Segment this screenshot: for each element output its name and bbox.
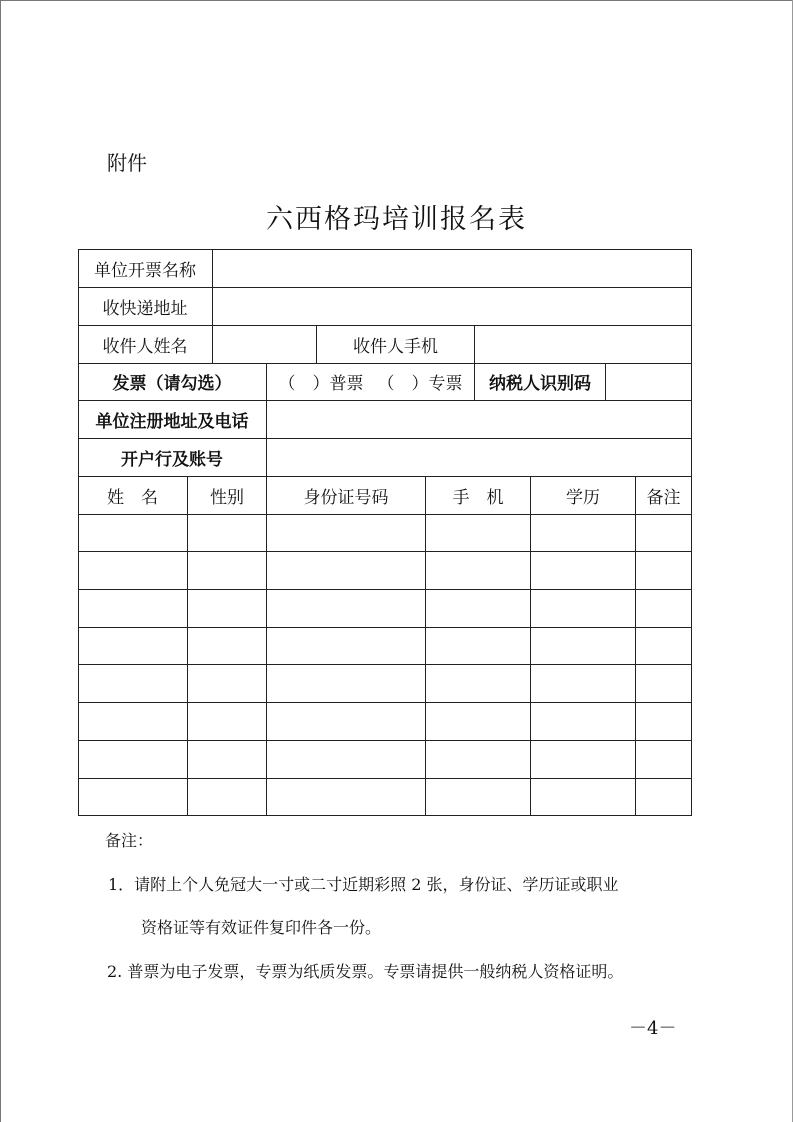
header-remarks: 备注 <box>646 487 681 508</box>
reg-address-phone-label: 单位注册地址及电话 <box>95 411 249 432</box>
page-title: 六西格玛培训报名表 <box>266 204 527 235</box>
recipient-name-label: 收件人姓名 <box>102 336 188 357</box>
header-education: 学历 <box>566 487 600 508</box>
recipient-name-field[interactable] <box>213 325 316 363</box>
note-item-1-line-2: 资格证等有效证件复印件各一份。 <box>141 918 382 937</box>
invoice-type-label: 发票（请勾选） <box>112 374 232 394</box>
page-edge-top <box>0 0 793 1</box>
special-invoice-checkbox[interactable]: （ ）专票 <box>377 374 463 394</box>
invoice-name-field[interactable] <box>213 249 691 287</box>
recipient-phone-label: 收件人手机 <box>353 336 438 357</box>
table-row[interactable] <box>78 665 691 702</box>
attachment-label: 附件 <box>107 151 147 175</box>
table-row[interactable] <box>78 779 691 815</box>
table-row[interactable] <box>78 628 691 664</box>
reg-address-phone-field[interactable] <box>267 400 691 438</box>
table-row[interactable] <box>78 552 691 589</box>
table-row[interactable] <box>78 590 691 627</box>
courier-address-label: 收快递地址 <box>102 298 188 319</box>
recipient-phone-field[interactable] <box>475 325 691 363</box>
invoice-type-options <box>267 363 474 400</box>
bank-account-label: 开户行及账号 <box>121 449 223 470</box>
header-id-number: 身份证号码 <box>303 487 389 508</box>
bank-account-field[interactable] <box>267 438 691 476</box>
header-name: 姓 名 <box>107 487 158 508</box>
header-gender: 性别 <box>210 487 244 508</box>
page-edge-left <box>0 0 1 1122</box>
taxpayer-id-field[interactable] <box>606 363 691 400</box>
normal-invoice-checkbox[interactable]: （ ）普票 <box>278 374 364 394</box>
note-item-1-line-1: 1．请附上个人免冠大一寸或二寸近期彩照 2 张，身份证、学历证或职业 <box>108 875 619 894</box>
header-phone: 手 机 <box>452 487 504 508</box>
notes-title: 备注： <box>105 831 154 850</box>
note-item-2: 2. 普票为电子发票，专票为纸质发票。专票请提供一般纳税人资格证明。 <box>107 962 624 981</box>
courier-address-field[interactable] <box>213 287 691 325</box>
registration-form-table <box>78 249 692 816</box>
table-row[interactable] <box>78 741 691 778</box>
page-number: －4－ <box>629 1018 677 1039</box>
table-row[interactable] <box>78 515 691 551</box>
taxpayer-id-label: 纳税人识别码 <box>489 374 591 394</box>
invoice-name-label: 单位开票名称 <box>94 260 196 281</box>
table-border-right <box>691 249 692 816</box>
table-row[interactable] <box>78 703 691 740</box>
table-border-bottom <box>78 815 692 816</box>
